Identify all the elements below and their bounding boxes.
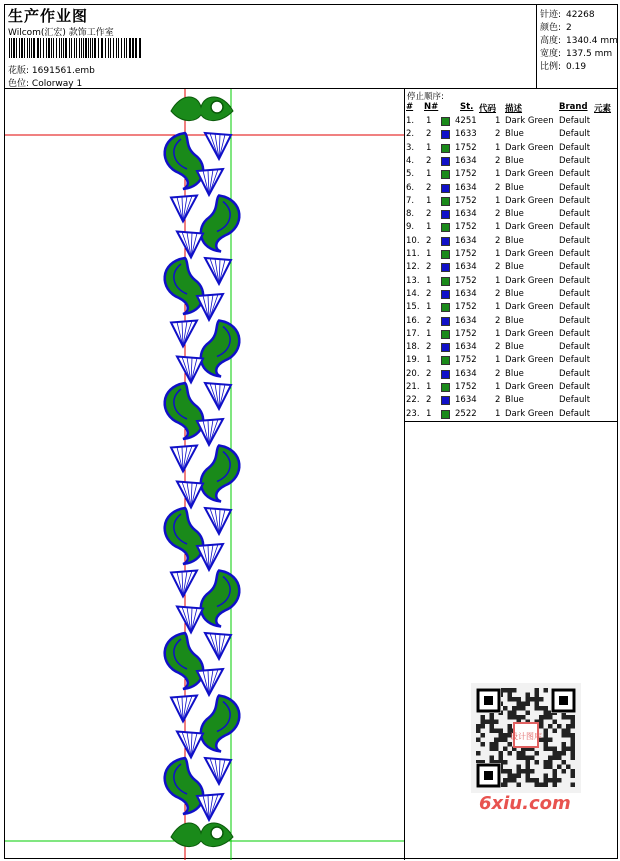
row-description: Dark Green [505, 222, 554, 233]
table-row [405, 169, 617, 182]
row-code: 2 [495, 288, 501, 299]
row-brand: Default [559, 342, 591, 353]
row-stitches: 1634 [455, 262, 477, 273]
row-brand: Default [559, 222, 591, 233]
row-brand: Default [559, 288, 591, 299]
row-description: Dark Green [505, 408, 554, 419]
row-needle: 2 [426, 315, 432, 326]
row-stitches: 1752 [455, 142, 477, 153]
row-brand: Default [559, 235, 591, 246]
row-needle: 1 [426, 302, 432, 313]
row-brand: Default [559, 262, 591, 273]
row-brand: Default [559, 302, 591, 313]
row-brand: Default [559, 328, 591, 339]
row-index: 16. [406, 315, 420, 326]
leaf-motif [165, 133, 203, 189]
color-swatch [441, 396, 450, 405]
row-description: Dark Green [505, 355, 554, 366]
color-swatch [441, 197, 450, 206]
colorway-row [8, 76, 82, 89]
row-code: 2 [495, 262, 501, 273]
row-needle: 2 [426, 129, 432, 140]
row-description: Dark Green [505, 382, 554, 392]
triangle-motif [205, 758, 231, 784]
triangle-motif [177, 482, 203, 508]
row-description: Blue [505, 209, 524, 220]
row-code: 1 [495, 302, 501, 313]
triangle-motif [197, 794, 223, 820]
triangle-motif [171, 571, 197, 597]
table-row [405, 276, 617, 289]
row-index: 12. [406, 262, 420, 273]
triangle-motif [197, 669, 223, 695]
watermark-logo: 6xiu.com [479, 793, 571, 814]
row-stitches: 1634 [455, 368, 477, 379]
design-file-row [8, 63, 95, 76]
leaf-motif [165, 383, 203, 439]
row-needle: 2 [426, 342, 432, 353]
row-code: 1 [495, 142, 501, 153]
color-swatch [441, 237, 450, 246]
row-code: 2 [495, 182, 501, 193]
row-code: 1 [495, 195, 501, 206]
row-stitches: 1752 [455, 275, 477, 286]
row-brand: Default [559, 275, 591, 286]
row-brand: Default [559, 182, 591, 193]
row-needle: 1 [426, 249, 432, 259]
row-code: 2 [495, 209, 501, 220]
leaf-motif [165, 633, 203, 689]
row-stitches: 1752 [455, 169, 477, 180]
row-code: 2 [495, 235, 501, 246]
color-swatch [441, 290, 450, 299]
row-stitches: 1634 [455, 315, 477, 326]
table-row [405, 355, 617, 368]
stat-height: 高度: 1340.4 mm [540, 36, 618, 46]
leaf-motif [165, 508, 203, 564]
row-index: 13. [406, 275, 420, 286]
row-code: 2 [495, 315, 501, 326]
triangle-motif [197, 419, 223, 445]
color-swatch [441, 184, 450, 193]
row-index: 20. [406, 368, 420, 379]
row-needle: 2 [426, 288, 432, 299]
row-code: 1 [495, 249, 501, 259]
triangle-motif [197, 544, 223, 570]
row-needle: 1 [426, 328, 432, 339]
row-code: 2 [495, 342, 501, 353]
colorway-value: Colorway 1 [31, 79, 83, 89]
col-brand: Brand [559, 102, 588, 112]
color-swatch [441, 343, 450, 352]
row-description: Dark Green [505, 275, 554, 286]
table-row [405, 395, 617, 408]
row-needle: 1 [426, 116, 432, 126]
row-needle: 2 [426, 155, 432, 166]
qr-code [471, 683, 581, 793]
row-description: Blue [505, 342, 524, 353]
triangle-motif [205, 133, 231, 159]
row-brand: Default [559, 315, 591, 326]
leaf-motif [201, 571, 239, 627]
row-description: Blue [505, 155, 524, 166]
leaf-motif [201, 321, 239, 377]
row-description: Dark Green [505, 142, 554, 153]
table-row [405, 143, 617, 156]
row-index: 5. [406, 169, 415, 180]
row-stitches: 1634 [455, 395, 477, 406]
row-brand: Default [559, 395, 591, 406]
end-ornament [171, 97, 233, 121]
triangle-motif [205, 508, 231, 534]
table-row [405, 236, 617, 249]
row-stitches: 2522 [455, 408, 477, 419]
row-brand: Default [559, 382, 591, 392]
sequence-header-row [405, 102, 617, 114]
row-description: Blue [505, 262, 524, 273]
row-index: 22. [406, 395, 420, 406]
row-description: Blue [505, 395, 524, 406]
stat-stitches: 针迹: 42268 [540, 10, 595, 20]
row-code: 1 [495, 355, 501, 366]
triangle-motif [177, 232, 203, 258]
table-row [405, 129, 617, 142]
color-swatch [441, 370, 450, 379]
triangle-motif [177, 607, 203, 633]
row-code: 1 [495, 382, 501, 392]
row-brand: Default [559, 355, 591, 366]
design-value: 1691561.emb [31, 66, 95, 76]
color-swatch [441, 170, 450, 179]
stop-sequence-panel [405, 89, 617, 422]
leaf-motif [201, 446, 239, 502]
triangle-motif [171, 696, 197, 722]
row-description: Blue [505, 288, 524, 299]
row-description: Dark Green [505, 116, 554, 126]
row-description: Blue [505, 368, 524, 379]
header-left [5, 5, 537, 89]
page-title: 生产作业图 [8, 7, 89, 25]
color-swatch [441, 263, 450, 272]
triangle-motif [205, 258, 231, 284]
row-code: 2 [495, 368, 501, 379]
table-row [405, 196, 617, 209]
row-index: 3. [406, 142, 415, 153]
row-stitches: 1634 [455, 288, 477, 299]
colorway-label: 色位: [8, 79, 30, 89]
worksheet [4, 4, 618, 859]
row-brand: Default [559, 116, 591, 126]
table-row [405, 329, 617, 342]
col-code: 代码 [479, 104, 497, 114]
stat-colors: 颜色: 2 [540, 23, 572, 33]
table-row [405, 156, 617, 169]
row-index: 4. [406, 155, 415, 166]
row-index: 10. [406, 235, 420, 246]
color-swatch [441, 330, 450, 339]
color-swatch [441, 277, 450, 286]
row-index: 14. [406, 288, 420, 299]
table-row [405, 342, 617, 355]
color-swatch [441, 383, 450, 392]
row-code: 2 [495, 155, 501, 166]
row-code: 1 [495, 169, 501, 180]
table-row [405, 382, 617, 395]
color-swatch [441, 117, 450, 126]
stats-box [537, 5, 617, 89]
triangle-motif [205, 383, 231, 409]
row-index: 2. [406, 129, 415, 140]
leaf-motif [201, 196, 239, 252]
color-swatch [441, 356, 450, 365]
color-swatch [441, 130, 450, 139]
sequence-heading: 停止顺序: [407, 92, 444, 102]
table-row [405, 222, 617, 235]
table-row [405, 316, 617, 329]
leaf-motif [165, 258, 203, 314]
row-stitches: 1752 [455, 249, 477, 259]
row-index: 7. [406, 195, 415, 206]
table-row [405, 409, 617, 422]
row-index: 18. [406, 342, 420, 353]
row-brand: Default [559, 209, 591, 220]
row-code: 1 [495, 116, 501, 126]
triangle-motif [197, 294, 223, 320]
row-brand: Default [559, 195, 591, 206]
row-needle: 1 [426, 142, 432, 153]
row-needle: 1 [426, 169, 432, 180]
col-desc: 描述 [505, 104, 523, 114]
row-needle: 2 [426, 395, 432, 406]
triangle-motif [171, 321, 197, 347]
row-stitches: 1752 [455, 355, 477, 366]
design-label: 花版: [8, 66, 30, 76]
table-row [405, 209, 617, 222]
row-brand: Default [559, 129, 591, 140]
color-swatch [441, 157, 450, 166]
table-row [405, 289, 617, 302]
row-stitches: 1752 [455, 195, 477, 206]
row-stitches: 1634 [455, 342, 477, 353]
row-code: 1 [495, 408, 501, 419]
triangle-motif [205, 633, 231, 659]
col-index: # [406, 102, 414, 112]
row-description: Blue [505, 315, 524, 326]
color-swatch [441, 223, 450, 232]
row-needle: 1 [426, 275, 432, 286]
col-elem: 元素 [594, 104, 612, 114]
row-description: Blue [505, 235, 524, 246]
row-description: Dark Green [505, 302, 554, 313]
row-code: 1 [495, 275, 501, 286]
row-description: Blue [505, 182, 524, 193]
row-needle: 2 [426, 262, 432, 273]
row-needle: 2 [426, 235, 432, 246]
color-swatch [441, 317, 450, 326]
row-code: 2 [495, 395, 501, 406]
row-stitches: 1752 [455, 302, 477, 313]
triangle-motif [177, 732, 203, 758]
row-brand: Default [559, 155, 591, 166]
table-row [405, 302, 617, 315]
row-stitches: 1634 [455, 155, 477, 166]
row-brand: Default [559, 249, 591, 259]
row-index: 1. [406, 116, 415, 126]
row-needle: 1 [426, 382, 432, 392]
table-row [405, 249, 617, 262]
row-index: 8. [406, 209, 415, 220]
row-stitches: 4251 [455, 116, 477, 126]
row-description: Dark Green [505, 328, 554, 339]
leaf-motif [201, 696, 239, 752]
row-brand: Default [559, 408, 591, 419]
row-index: 21. [406, 382, 420, 392]
row-stitches: 1752 [455, 382, 477, 392]
row-needle: 2 [426, 209, 432, 220]
row-description: Dark Green [505, 249, 554, 259]
row-code: 1 [495, 222, 501, 233]
color-swatch [441, 250, 450, 259]
row-stitches: 1634 [455, 182, 477, 193]
row-index: 23. [406, 408, 420, 419]
row-stitches: 1752 [455, 328, 477, 339]
row-description: Blue [505, 129, 524, 140]
color-swatch [441, 144, 450, 153]
triangle-motif [171, 196, 197, 222]
row-needle: 2 [426, 182, 432, 193]
page-subtitle: Wilcom(汇宏) 款饰工作室 [8, 28, 114, 38]
barcode [9, 38, 143, 58]
color-swatch [441, 410, 450, 419]
stat-width: 宽度: 137.5 mm [540, 49, 613, 59]
row-stitches: 1634 [455, 235, 477, 246]
row-needle: 1 [426, 195, 432, 206]
row-code: 2 [495, 129, 501, 140]
table-row [405, 183, 617, 196]
row-index: 9. [406, 222, 415, 233]
triangle-motif [171, 446, 197, 472]
row-brand: Default [559, 368, 591, 379]
row-needle: 1 [426, 355, 432, 366]
row-index: 11. [406, 249, 420, 259]
table-row [405, 262, 617, 275]
row-code: 1 [495, 328, 501, 339]
row-brand: Default [559, 142, 591, 153]
row-description: Dark Green [505, 169, 554, 180]
color-swatch [441, 303, 450, 312]
triangle-motif [197, 169, 223, 195]
row-index: 15. [406, 302, 420, 313]
end-ornament [171, 823, 233, 847]
row-needle: 1 [426, 408, 432, 419]
col-st: St. [460, 102, 474, 112]
leaf-motif [165, 758, 203, 814]
row-needle: 1 [426, 222, 432, 233]
stat-scale: 比例: 0.19 [540, 62, 587, 72]
table-row [405, 116, 617, 129]
row-brand: Default [559, 169, 591, 180]
embroidery-design [5, 89, 405, 860]
row-index: 6. [406, 182, 415, 193]
embroidery-preview [5, 89, 405, 860]
row-description: Dark Green [505, 195, 554, 206]
triangle-motif [177, 357, 203, 383]
row-stitches: 1752 [455, 222, 477, 233]
qr-stamp-text: 设计图库 [510, 732, 542, 741]
col-n: N# [424, 102, 439, 112]
row-needle: 2 [426, 368, 432, 379]
row-index: 17. [406, 328, 420, 339]
row-stitches: 1634 [455, 209, 477, 220]
row-stitches: 1633 [455, 129, 477, 140]
row-index: 19. [406, 355, 420, 366]
color-swatch [441, 210, 450, 219]
table-row [405, 369, 617, 382]
